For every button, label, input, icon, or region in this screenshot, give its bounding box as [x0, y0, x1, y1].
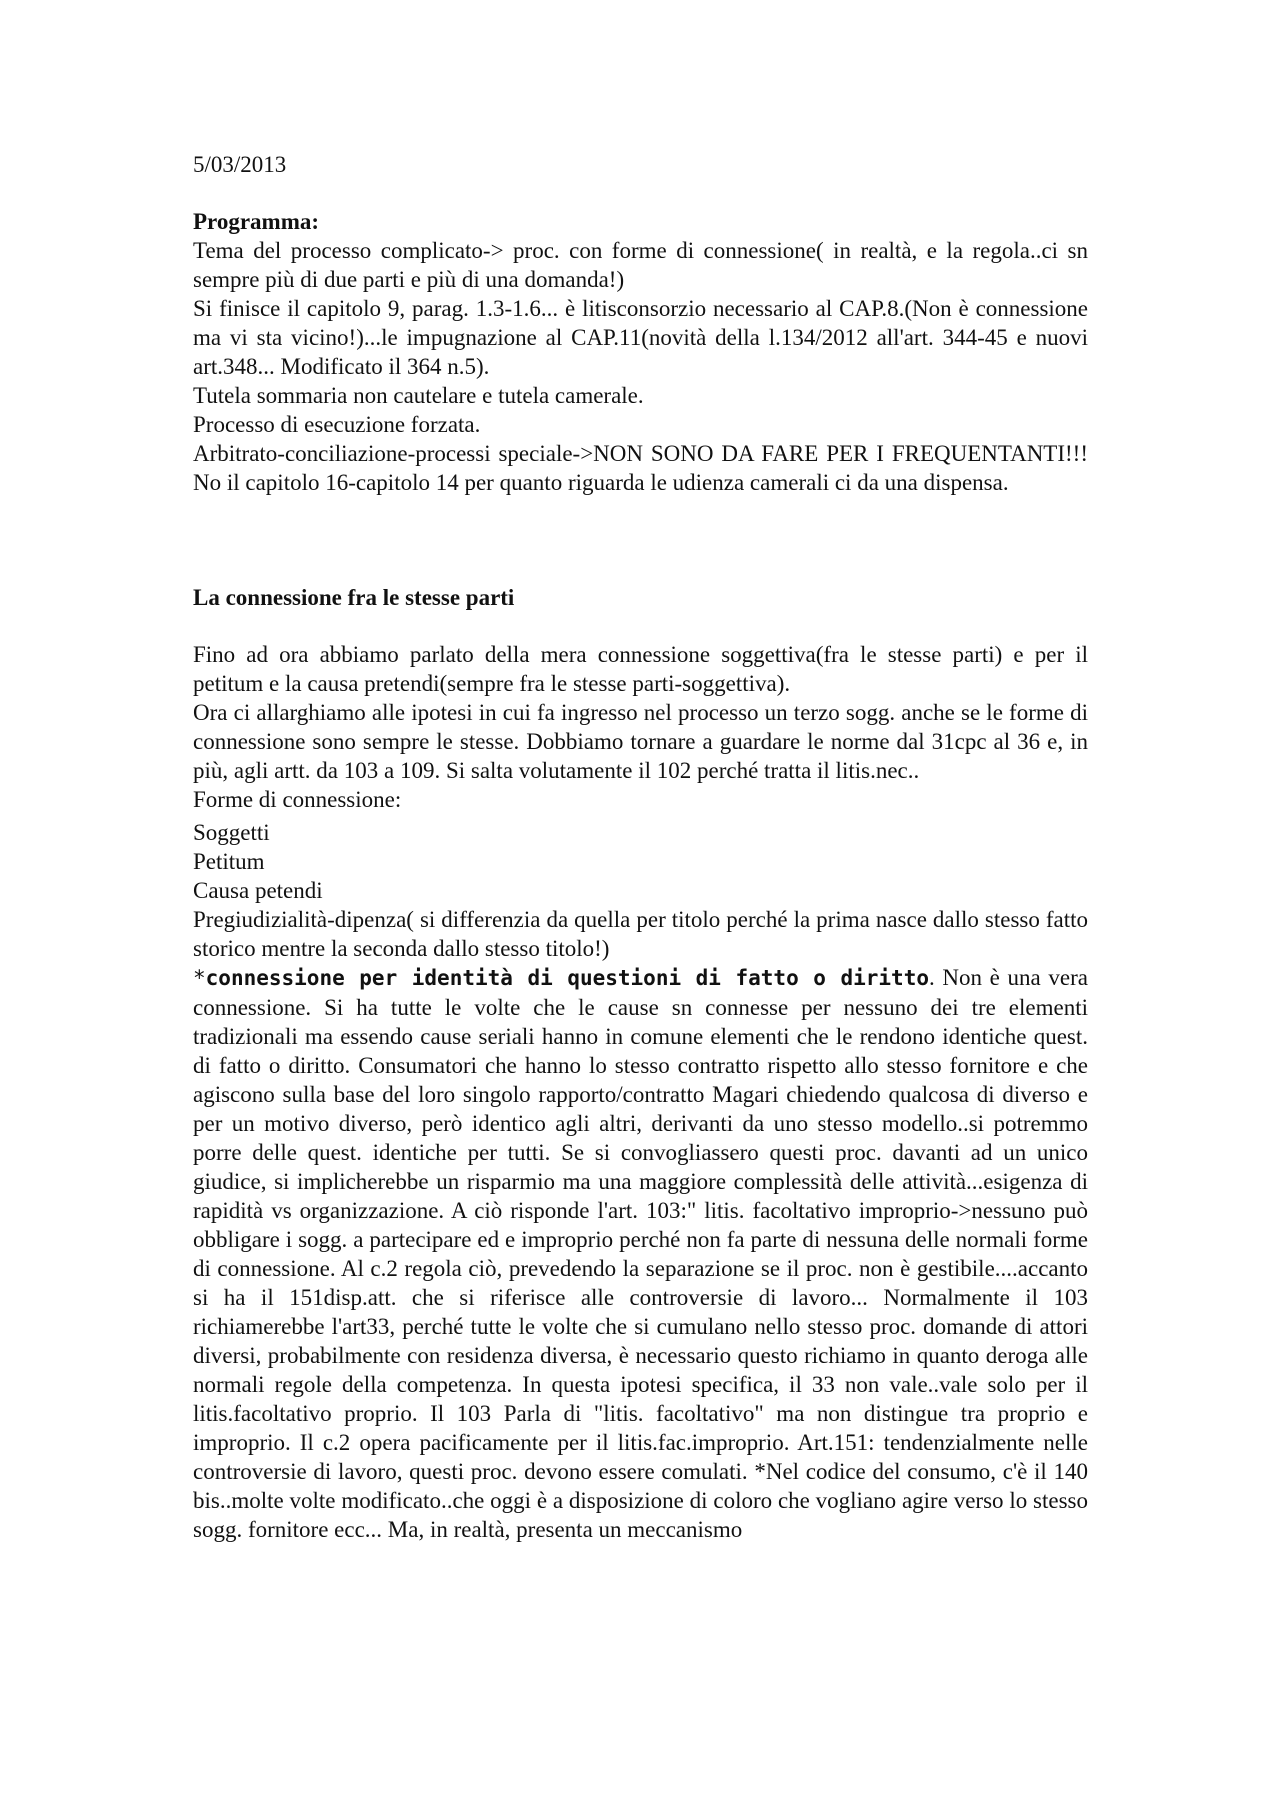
- section-paragraph-2: Ora ci allarghiamo alle ipotesi in cui fa ingresso nel processo un terzo sogg. anche se le forme di connessione sono sempre le stesse. Dobbiamo tornare a guardare le norme dal 31cpc al 36 e, in più, agli artt. da 103 a 109. Si salta volutamente il 102 perché tratta il litis.nec..: [193, 700, 1088, 783]
- programma-line-2: Si finisce il capitolo 9, parag. 1.3-1.6... è litisconsorzio necessario al CAP.8.(Non è connessione ma vi sta vicino!)...le impugnazione al CAP.11(novità della l.134/2012 all'art. 344-45 e nuovi art.348... Modificato il 364 n.5).: [193, 296, 1088, 379]
- connection-intro-text: . Non è una vera connessione. Si ha tutte le volte che le cause sn connesse per nessuno dei tre elementi tradizionali ma essendo cause seriali hanno in comune elementi che le rendono identiche quest. di fatto o diritto. Consumatori che hanno lo stesso contratto rispetto allo stesso fornitore e che agiscono sulla base del loro singolo rapporto/contratto: [193, 965, 1088, 1107]
- connection-body-text: Magari chiedendo qualcosa di diverso e per un motivo diverso, però identico agli altri, derivanti da uno stesso modello..si potremmo porre delle quest. identiche per tutti. Se si convogliassero questi proc. davanti ad un unico giudice, si implicherebbe un risparmio ma una maggiore complessità delle attività...esigenza di rapidità vs organizzazione. A ciò risponde l'art. 103:" litis. facoltativo improprio->nessuno può obbligare i sogg. a partecipare ed e improprio perché non fa parte di nessuna delle normali forme di connessione. Al c.2 regola ciò, prevedendo la separazione se il proc. non è gestibile....accanto si ha il 151disp.att. che si riferisce alle controversie di lavoro... Normalmente il 103 richiamerebbe l'art33, perché tutte le volte che si cumulano nello stesso proc. domande di attori diversi, probabilmente con residenza diversa, è necessario questo richiamo in quanto deroga alle normali regole della competenza. In questa ipotesi specifica, il 33 non vale..vale solo per il litis.facoltativo proprio. Il 103 Parla di "litis. facoltativo" ma non distingue tra proprio e improprio. Il c.2 opera pacificamente per il litis.fac.improprio. Art.151: tendenzialmente nelle controversie di lavoro, questi proc. devono essere comulati. *Nel codice del consumo, c'è il 140 bis..molte volte modificato..che oggi è a disposizione di coloro che vogliano agire verso lo stesso sogg. fornitore ecc... Ma, in realtà, presenta un meccanismo: [193, 1082, 1088, 1542]
- programma-line-3: Tutela sommaria non cautelare e tutela camerale.: [193, 383, 644, 408]
- forms-list-item-2: Petitum: [193, 849, 265, 874]
- document-body: [193, 150, 1088, 1544]
- forms-list-item-4: Pregiudizialità-dipenza( si differenzia da quella per titolo perché la prima nasce dallo stesso fatto storico mentre la seconda dallo stesso titolo!): [193, 907, 1088, 961]
- connection-bold-term: connessione per identità di questioni di fatto o diritto: [205, 966, 929, 990]
- programma-line-5: Arbitrato-conciliazione-processi speciale->NON SONO DA FARE PER I FREQUENTANTI!!! No il capitolo 16-capitolo 14 per quanto riguarda le udienza camerali ci da una dispensa.: [193, 441, 1088, 495]
- section-paragraph-3: Forme di connessione:: [193, 787, 402, 812]
- asterisk-mark: *: [193, 966, 206, 990]
- section-heading: La connessione fra le stesse parti: [193, 585, 515, 610]
- connection-paragraph: [193, 963, 1088, 1544]
- forms-list-item-1: Soggetti: [193, 820, 270, 845]
- document-date: 5/03/2013: [193, 152, 287, 177]
- forms-list-item-3: Causa petendi: [193, 878, 323, 903]
- programma-heading: Programma:: [193, 209, 320, 234]
- programma-line-4: Processo di esecuzione forzata.: [193, 412, 481, 437]
- programma-line-1: Tema del processo complicato-> proc. con forme di connessione( in realtà, e la regola..ci sn sempre più di due parti e più di una domanda!): [193, 238, 1088, 292]
- section-paragraph-1: Fino ad ora abbiamo parlato della mera connessione soggettiva(fra le stesse parti) e per il petitum e la causa pretendi(sempre fra le stesse parti-soggettiva).: [193, 642, 1088, 696]
